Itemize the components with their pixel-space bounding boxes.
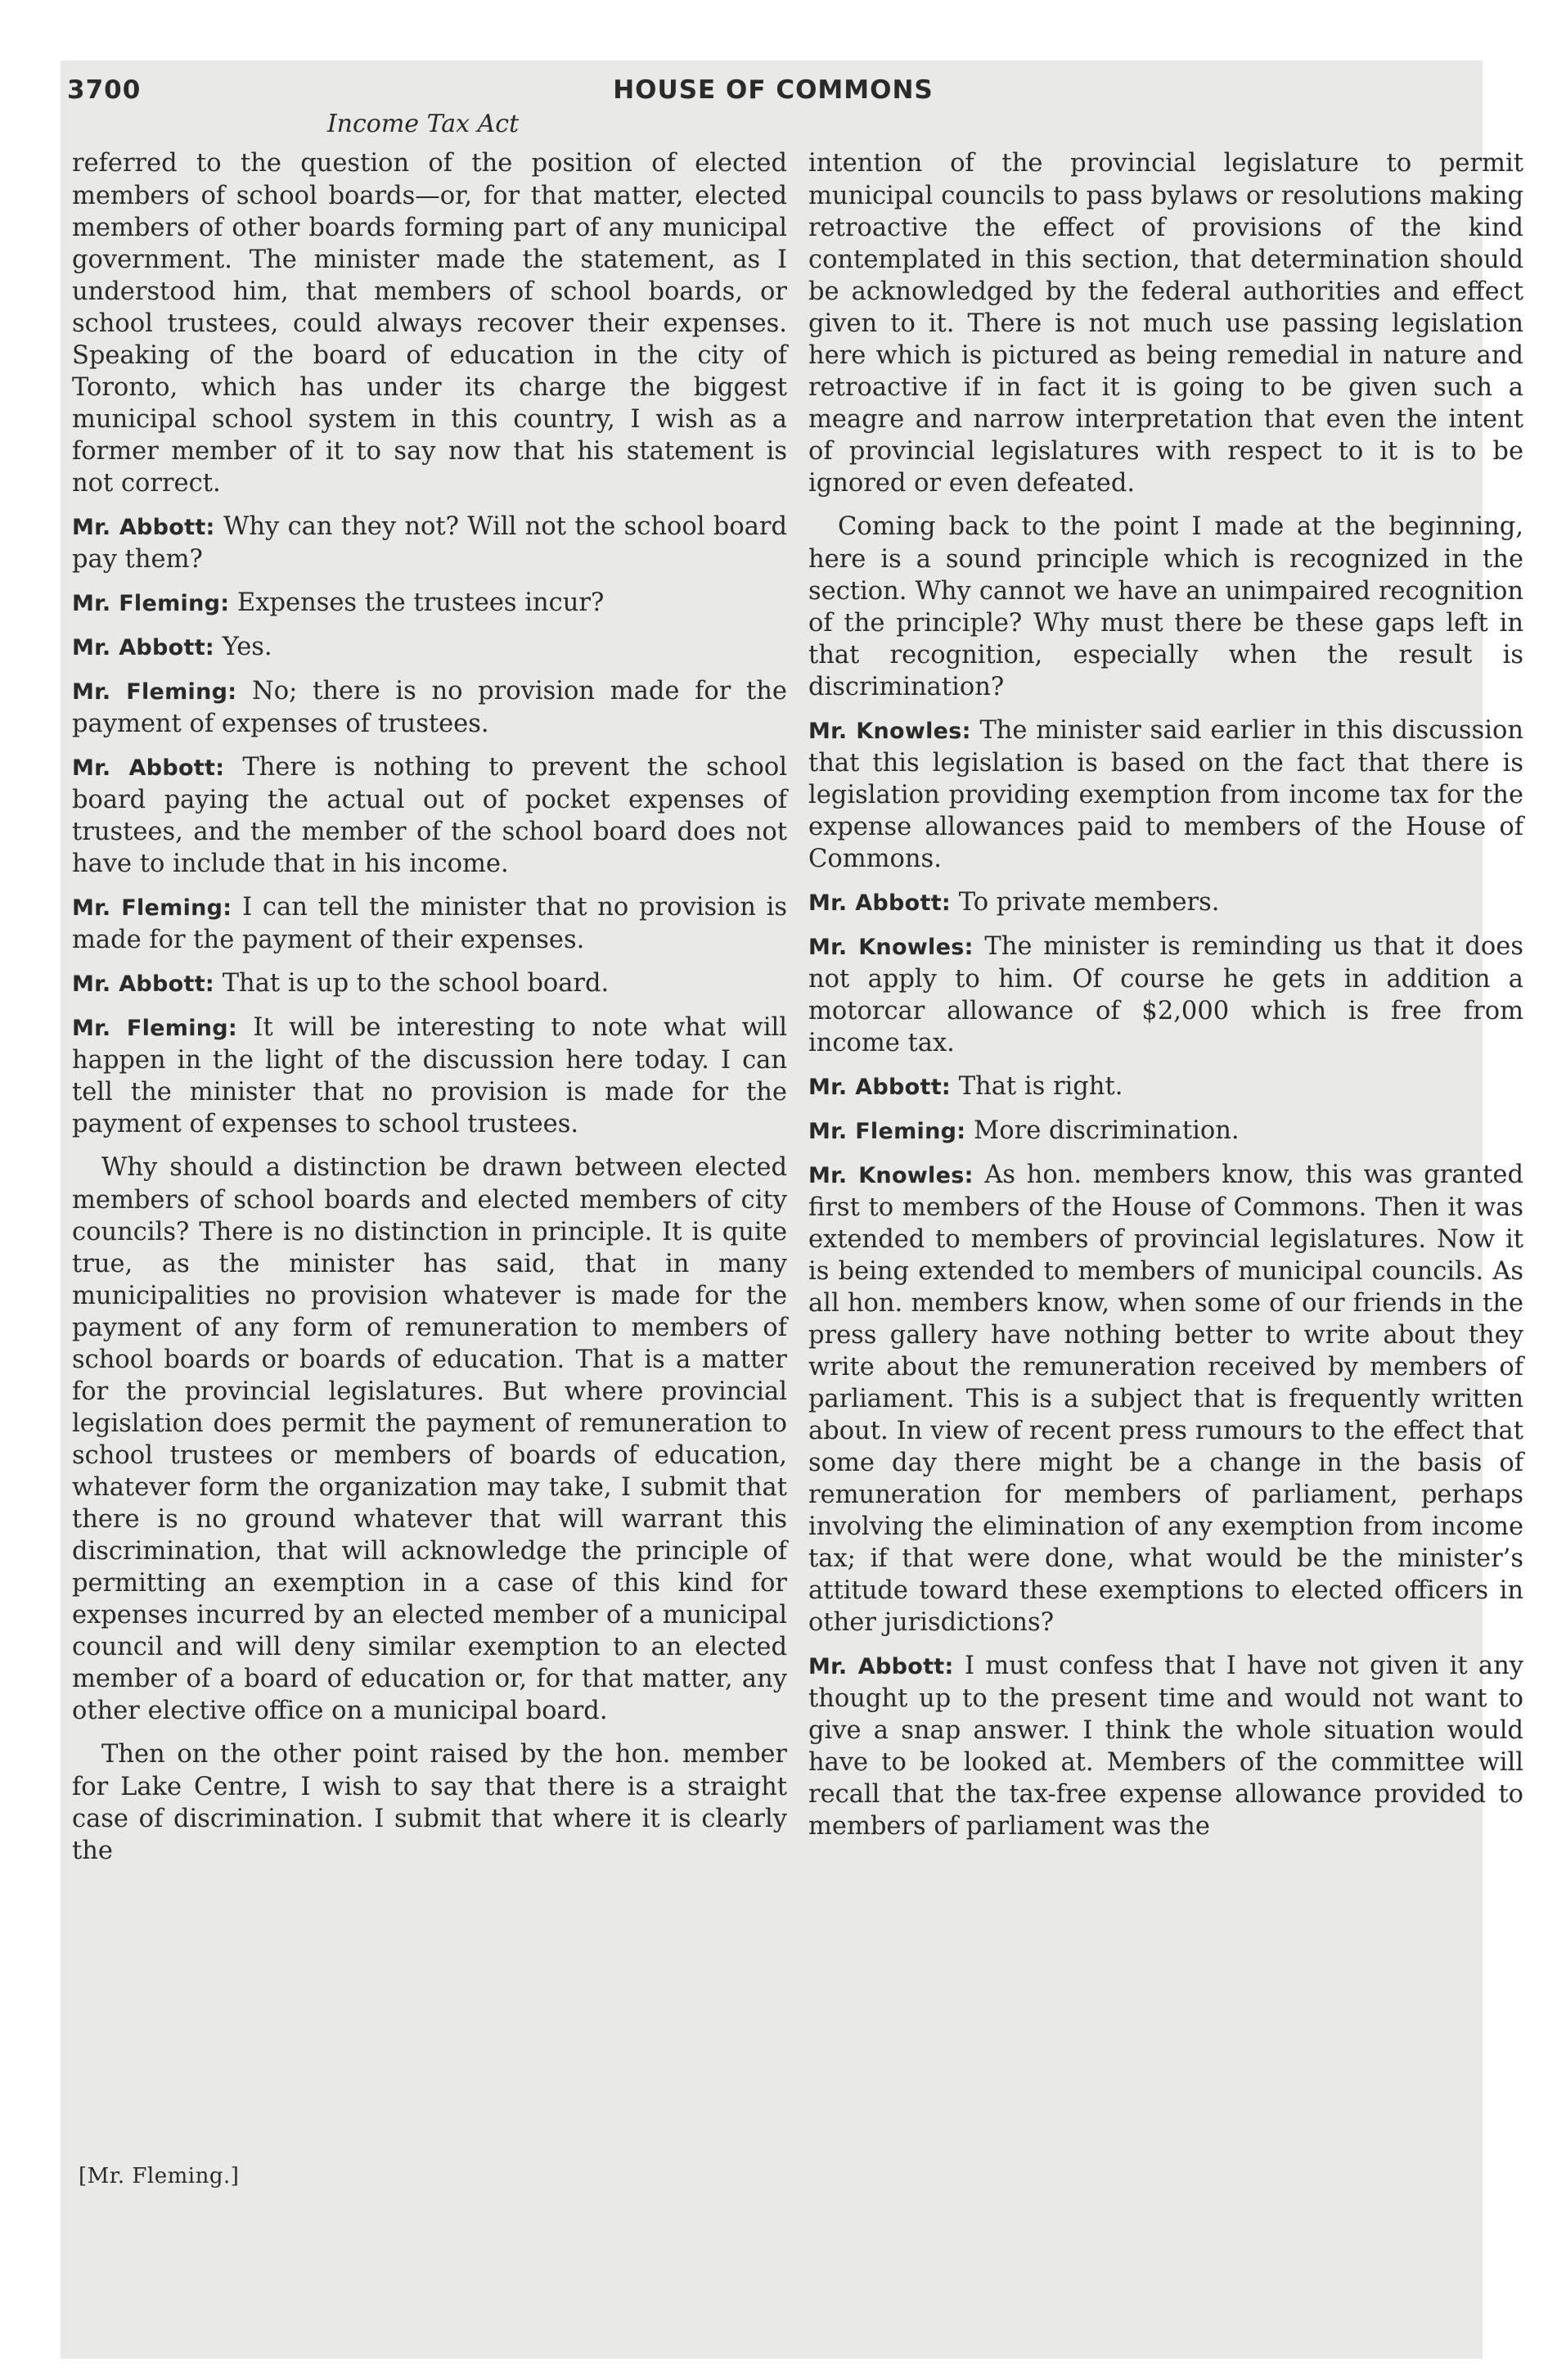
speaker-label: Mr. Knowles:: [808, 1163, 974, 1188]
paragraph-text: Why should a distinction be drawn between elected members of school boards and elected members of city councils? There is no distinction in principle. It is quite true, as the minister has said, that in many municipalities no provision whatever is made for the payment of any form of remuneration to members of school boards or boards of education. That is a matter for the provincial legislatures. But where provincial legislation does permit the payment of remuneration to school trustees or members of boards of education, whatever form the organization may take, I submit that there is no ground whatever that will warrant this discrimination, that will acknowledge the principle of permitting an exemption in a case of this kind for expenses incurred by an elected member of a municipal council and will deny similar exemption to an elected member of a board of education or, for that matter, any other elective office on a municipal board.: [72, 1153, 787, 1725]
paragraph-text: Why can they not? Will not the school board pay them?: [72, 512, 787, 574]
paragraph-text: That is right.: [958, 1072, 1123, 1101]
paragraph-text: Coming back to the point I made at the beginning, here is a sound principle which is recognized in the section. Why cannot we have an unimpaired recognition of the principle? Why must there be these gaps left in that recognition, especially when the result is discrimination?: [808, 512, 1523, 701]
paragraph-text: The minister is reminding us that it does not apply to him. Of course he gets in addition a motorcar allowance of $2,000 which is free from income tax.: [808, 932, 1523, 1057]
paragraph-text: I can tell the minister that no provision is made for the payment of their expenses.: [72, 893, 788, 954]
paragraph-text: Then on the other point raised by the hon. member for Lake Centre, I wish to say that there is a straight case of discrimination. I submit that where it is clearly the: [72, 1740, 787, 1865]
running-head: HOUSE OF COMMONS: [613, 75, 934, 105]
paragraph-text: intention of the provincial legislature to permit municipal councils to pass bylaws or resolutions making retroactive the effect of provisions of the kind contemplated in this section, that determination should be acknowledged by the federal authorities and effect given to it. There is not much use passing legislation here which is pictured as being remedial in nature and retroactive if in fact it is going to be given such a meagre and narrow interpretation that even the intent of provincial legislatures with respect to it is to be ignored or even defeated.: [808, 149, 1523, 498]
page-header: [67, 75, 1479, 111]
paragraph-text: There is nothing to prevent the school board paying the actual out of pocket expenses of trustees, and the member of the school board does not have to include that in his income.: [72, 753, 787, 878]
speaker-label: Mr. Fleming:: [72, 1016, 238, 1041]
paragraph: [72, 1152, 787, 1727]
paragraph: [72, 967, 787, 1000]
paragraph: [808, 1115, 1523, 1147]
paragraph-text: To private members.: [958, 888, 1220, 917]
section-title: Income Tax Act: [326, 110, 520, 138]
paragraph: [72, 751, 787, 880]
paragraph: [808, 886, 1523, 919]
speaker-label: Mr. Abbott:: [808, 1654, 954, 1679]
paragraph: [72, 1738, 787, 1867]
speaker-label: Mr. Abbott:: [808, 890, 952, 916]
paragraph-text: I must confess that I have not given it any thought up to the present time and would not want to give a snap answer. I think the whole situation would have to be looked at. Members of the committee will recall that the tax-free expense allowance provided to members of parliament was the: [808, 1652, 1523, 1841]
speaker-label: Mr. Abbott:: [72, 635, 215, 660]
speaker-label: Mr. Abbott:: [808, 1075, 952, 1100]
paragraph-text: As hon. members know, this was granted first to members of the House of Commons. Then it was extended to members of provincial legislatures. Now it is being extended to members of municipal councils. As all hon. members know, when some of our friends in the press gallery have nothing better to write about they write about the remuneration received by members of parliament. This is a subject that is frequently written about. In view of recent press rumours to the effect that some day there might be a change in the basis of remuneration for members of parliament, perhaps involving the elimination of any exemption from income tax; if that were done, what would be the minister’s attitude toward these exemptions to elected officers in other jurisdictions?: [808, 1161, 1523, 1637]
speaker-label: Mr. Fleming:: [72, 895, 232, 921]
paragraph: [72, 587, 787, 620]
paragraph-text: Expenses the trustees incur?: [237, 588, 605, 617]
page-footer: [Mr. Fleming.]: [79, 2164, 240, 2188]
paragraph: [808, 714, 1523, 875]
paragraph-text: The minister said earlier in this discussion that this legislation is based on the fact that there is legislation providing exemption from income tax for the expense allowances paid to members of the House of Commons.: [808, 716, 1523, 873]
paragraph-text: No; there is no provision made for the payment of expenses of trustees.: [72, 677, 787, 738]
speaker-label: Mr. Abbott:: [72, 515, 215, 540]
paragraph: [72, 1012, 787, 1140]
paragraph: [808, 1071, 1523, 1103]
paragraph: [808, 511, 1523, 703]
paragraph-text: That is up to the school board.: [222, 969, 610, 998]
paragraph: [72, 631, 787, 664]
right-column: [808, 147, 1523, 1854]
paragraph: [72, 891, 787, 956]
paragraph: [72, 511, 787, 575]
left-column: [72, 147, 787, 1878]
speaker-label: Mr. Fleming:: [808, 1119, 966, 1144]
paragraph-text: It will be interesting to note what will happen in the light of the discussion here today. I can tell the minister that no provision is made for the payment of expenses to school trustees.: [72, 1013, 787, 1138]
speaker-label: Mr. Abbott:: [72, 971, 215, 997]
paragraph: [808, 1650, 1523, 1842]
paragraph: [72, 675, 787, 740]
speaker-label: Mr. Abbott:: [72, 755, 225, 781]
paragraph-text: Yes.: [222, 633, 272, 661]
speaker-label: Mr. Fleming:: [72, 591, 230, 616]
paragraph-text: referred to the question of the position of elected members of school boards—or, for that matter, elected members of other boards forming part of any municipal government. The minister made the statement, as I understood him, that members of school boards, or school trustees, could always recover their expenses. Speaking of the board of education in the city of Toronto, which has under its charge the biggest municipal school system in this country, I wish as a former member of it to say now that his statement is not correct.: [72, 149, 787, 498]
page-number: 3700: [67, 75, 142, 105]
paragraph: [808, 931, 1523, 1059]
speaker-label: Mr. Fleming:: [72, 679, 237, 705]
paragraph-text: More discrimination.: [974, 1116, 1240, 1145]
paragraph: [808, 1159, 1523, 1639]
speaker-label: Mr. Knowles:: [808, 935, 974, 960]
paragraph: [808, 147, 1523, 499]
paragraph: [72, 147, 787, 499]
speaker-label: Mr. Knowles:: [808, 719, 971, 744]
